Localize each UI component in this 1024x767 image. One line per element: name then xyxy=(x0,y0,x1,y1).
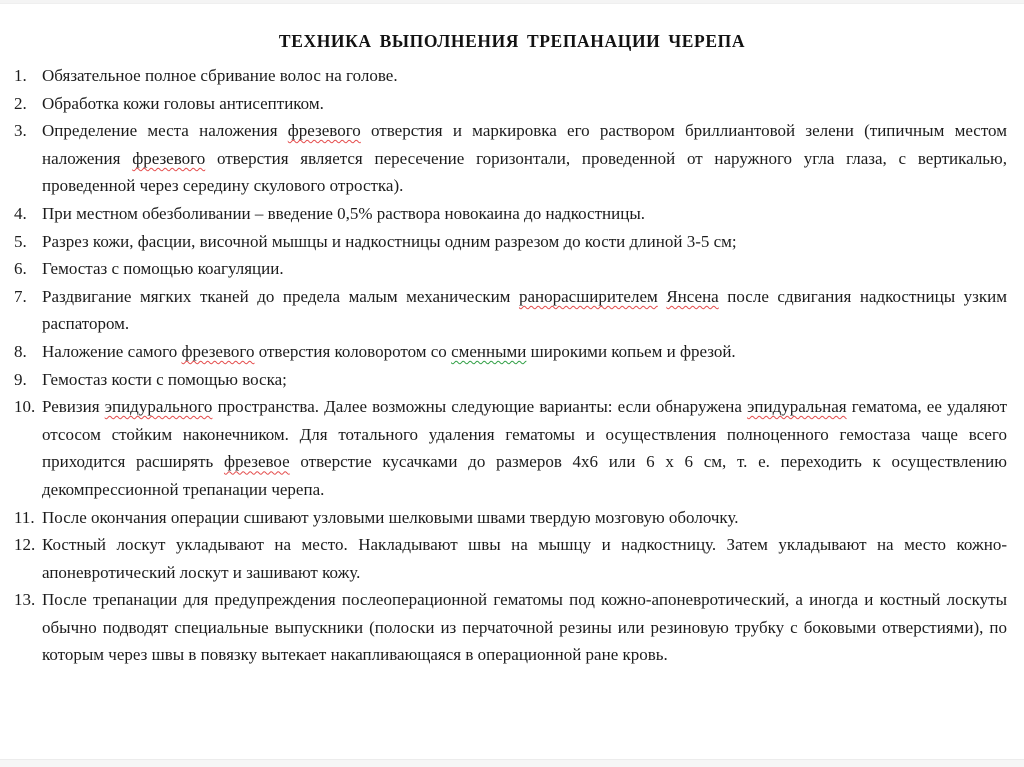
item-text: Гемостаз кости с помощью воска; xyxy=(42,369,287,389)
item-number: 1. xyxy=(14,66,27,85)
spellcheck-word-red: ранорасширителем xyxy=(518,286,658,306)
item-number: 8. xyxy=(14,341,27,361)
item-text: Разрез кожи, фасции, височной мышцы и надкостницы одним разрезом до кости длиной 3-5 см; xyxy=(42,231,737,251)
spellcheck-word-green: сменными xyxy=(451,341,527,361)
item-number: 10. xyxy=(14,397,36,417)
list-item xyxy=(14,283,1007,338)
item-number: 3. xyxy=(14,121,27,141)
item-number: 5. xyxy=(14,231,27,251)
item-text: После трепанации для предупреждения послеоперационной гематомы под кожно-апоневротический, а иногда и костный лоскуты обычно подводят специальные выпускники (полоски из перчаточной резины или резиновую трубку с боковыми отверстиями), по которым через швы в повязку вытекает накапливающаяся в операционной ране кровь. xyxy=(42,590,1007,665)
spellcheck-word-red: эпидурального xyxy=(104,397,213,417)
spellcheck-word-red: Янсена xyxy=(666,286,719,306)
item-text: Обязательное полное сбривание волос на голове. xyxy=(42,66,398,85)
viewer-bottom-edge xyxy=(0,759,1024,767)
list-item xyxy=(14,90,1007,118)
item-text: Гемостаз с помощью коагуляции. xyxy=(42,259,284,279)
list-item xyxy=(14,586,1007,669)
item-number: 9. xyxy=(14,369,27,389)
item-number: 13. xyxy=(14,590,36,610)
list-item xyxy=(14,366,1007,394)
item-text: После окончания операции сшивают узловыми шелковыми швами твердую мозговую оболочку. xyxy=(42,507,739,527)
item-number: 12. xyxy=(14,535,36,555)
item-text: При местном обезболивании – введение 0,5% раствора новокаина до надкостницы. xyxy=(42,203,645,223)
list-item xyxy=(14,255,1007,283)
list-item xyxy=(14,117,1007,200)
spellcheck-word-red: фрезевого xyxy=(132,148,206,168)
item-text: Определение места наложения фрезевого отверстия и маркировка его раствором бриллиантовой зелени (типичным местом наложения фрезевого отверстия является пересечение горизонтали, проведенной от наружного угла глаза, с вертикалью, проведенной через середину скулового отростка). xyxy=(42,121,1008,196)
item-number: 7. xyxy=(14,286,27,306)
item-number: 4. xyxy=(14,203,27,223)
spellcheck-word-red: эпидуральная xyxy=(747,397,847,417)
item-text: Костный лоскут укладывают на место. Накладывают швы на мышцу и надкостницу. Затем укладывают на место кожно-апоневротический лоскут и зашивают кожу. xyxy=(42,535,1007,582)
spellcheck-word-red: фрезевого xyxy=(181,341,255,361)
spellcheck-word-red: фрезевое xyxy=(223,452,290,472)
item-text: Наложение самого фрезевого отверстия коловоротом со сменными широкими копьем и фрезой. xyxy=(42,341,736,361)
item-number: 2. xyxy=(14,93,27,113)
list-item xyxy=(14,200,1007,228)
slide-title: ТЕХНИКА ВЫПОЛНЕНИЯ ТРЕПАНАЦИИ ЧЕРЕПА xyxy=(278,31,746,51)
procedure-list xyxy=(0,62,1024,669)
item-number: 6. xyxy=(14,259,27,279)
item-text: Обработка кожи головы антисептиком. xyxy=(42,93,324,113)
list-item xyxy=(14,62,1007,90)
item-number: 11. xyxy=(14,507,35,527)
list-item xyxy=(14,393,1007,503)
list-item xyxy=(14,531,1007,586)
item-text: Раздвигание мягких тканей до предела малым механическим ранорасширителем Янсена после сдвигания надкостницы узким распатором. xyxy=(42,286,1007,334)
list-item xyxy=(14,504,1007,532)
spellcheck-word-red: фрезевого xyxy=(287,121,361,141)
list-item xyxy=(14,338,1007,366)
item-text: Ревизия эпидурального пространства. Далее возможны следующие варианты: если обнаружена эпидуральная гематома, ее удаляют отсосом стойким наконечником. Для тотального удаления гематомы и осуществления полноценного гемостаза чаще всего приходится расширять фрезевое отверстие кусачками до размеров 4х6 или 6 х 6 см, т. е. переходить к осуществлению декомпрессионной трепанации черепа. xyxy=(42,397,1008,499)
list-item xyxy=(14,228,1007,256)
